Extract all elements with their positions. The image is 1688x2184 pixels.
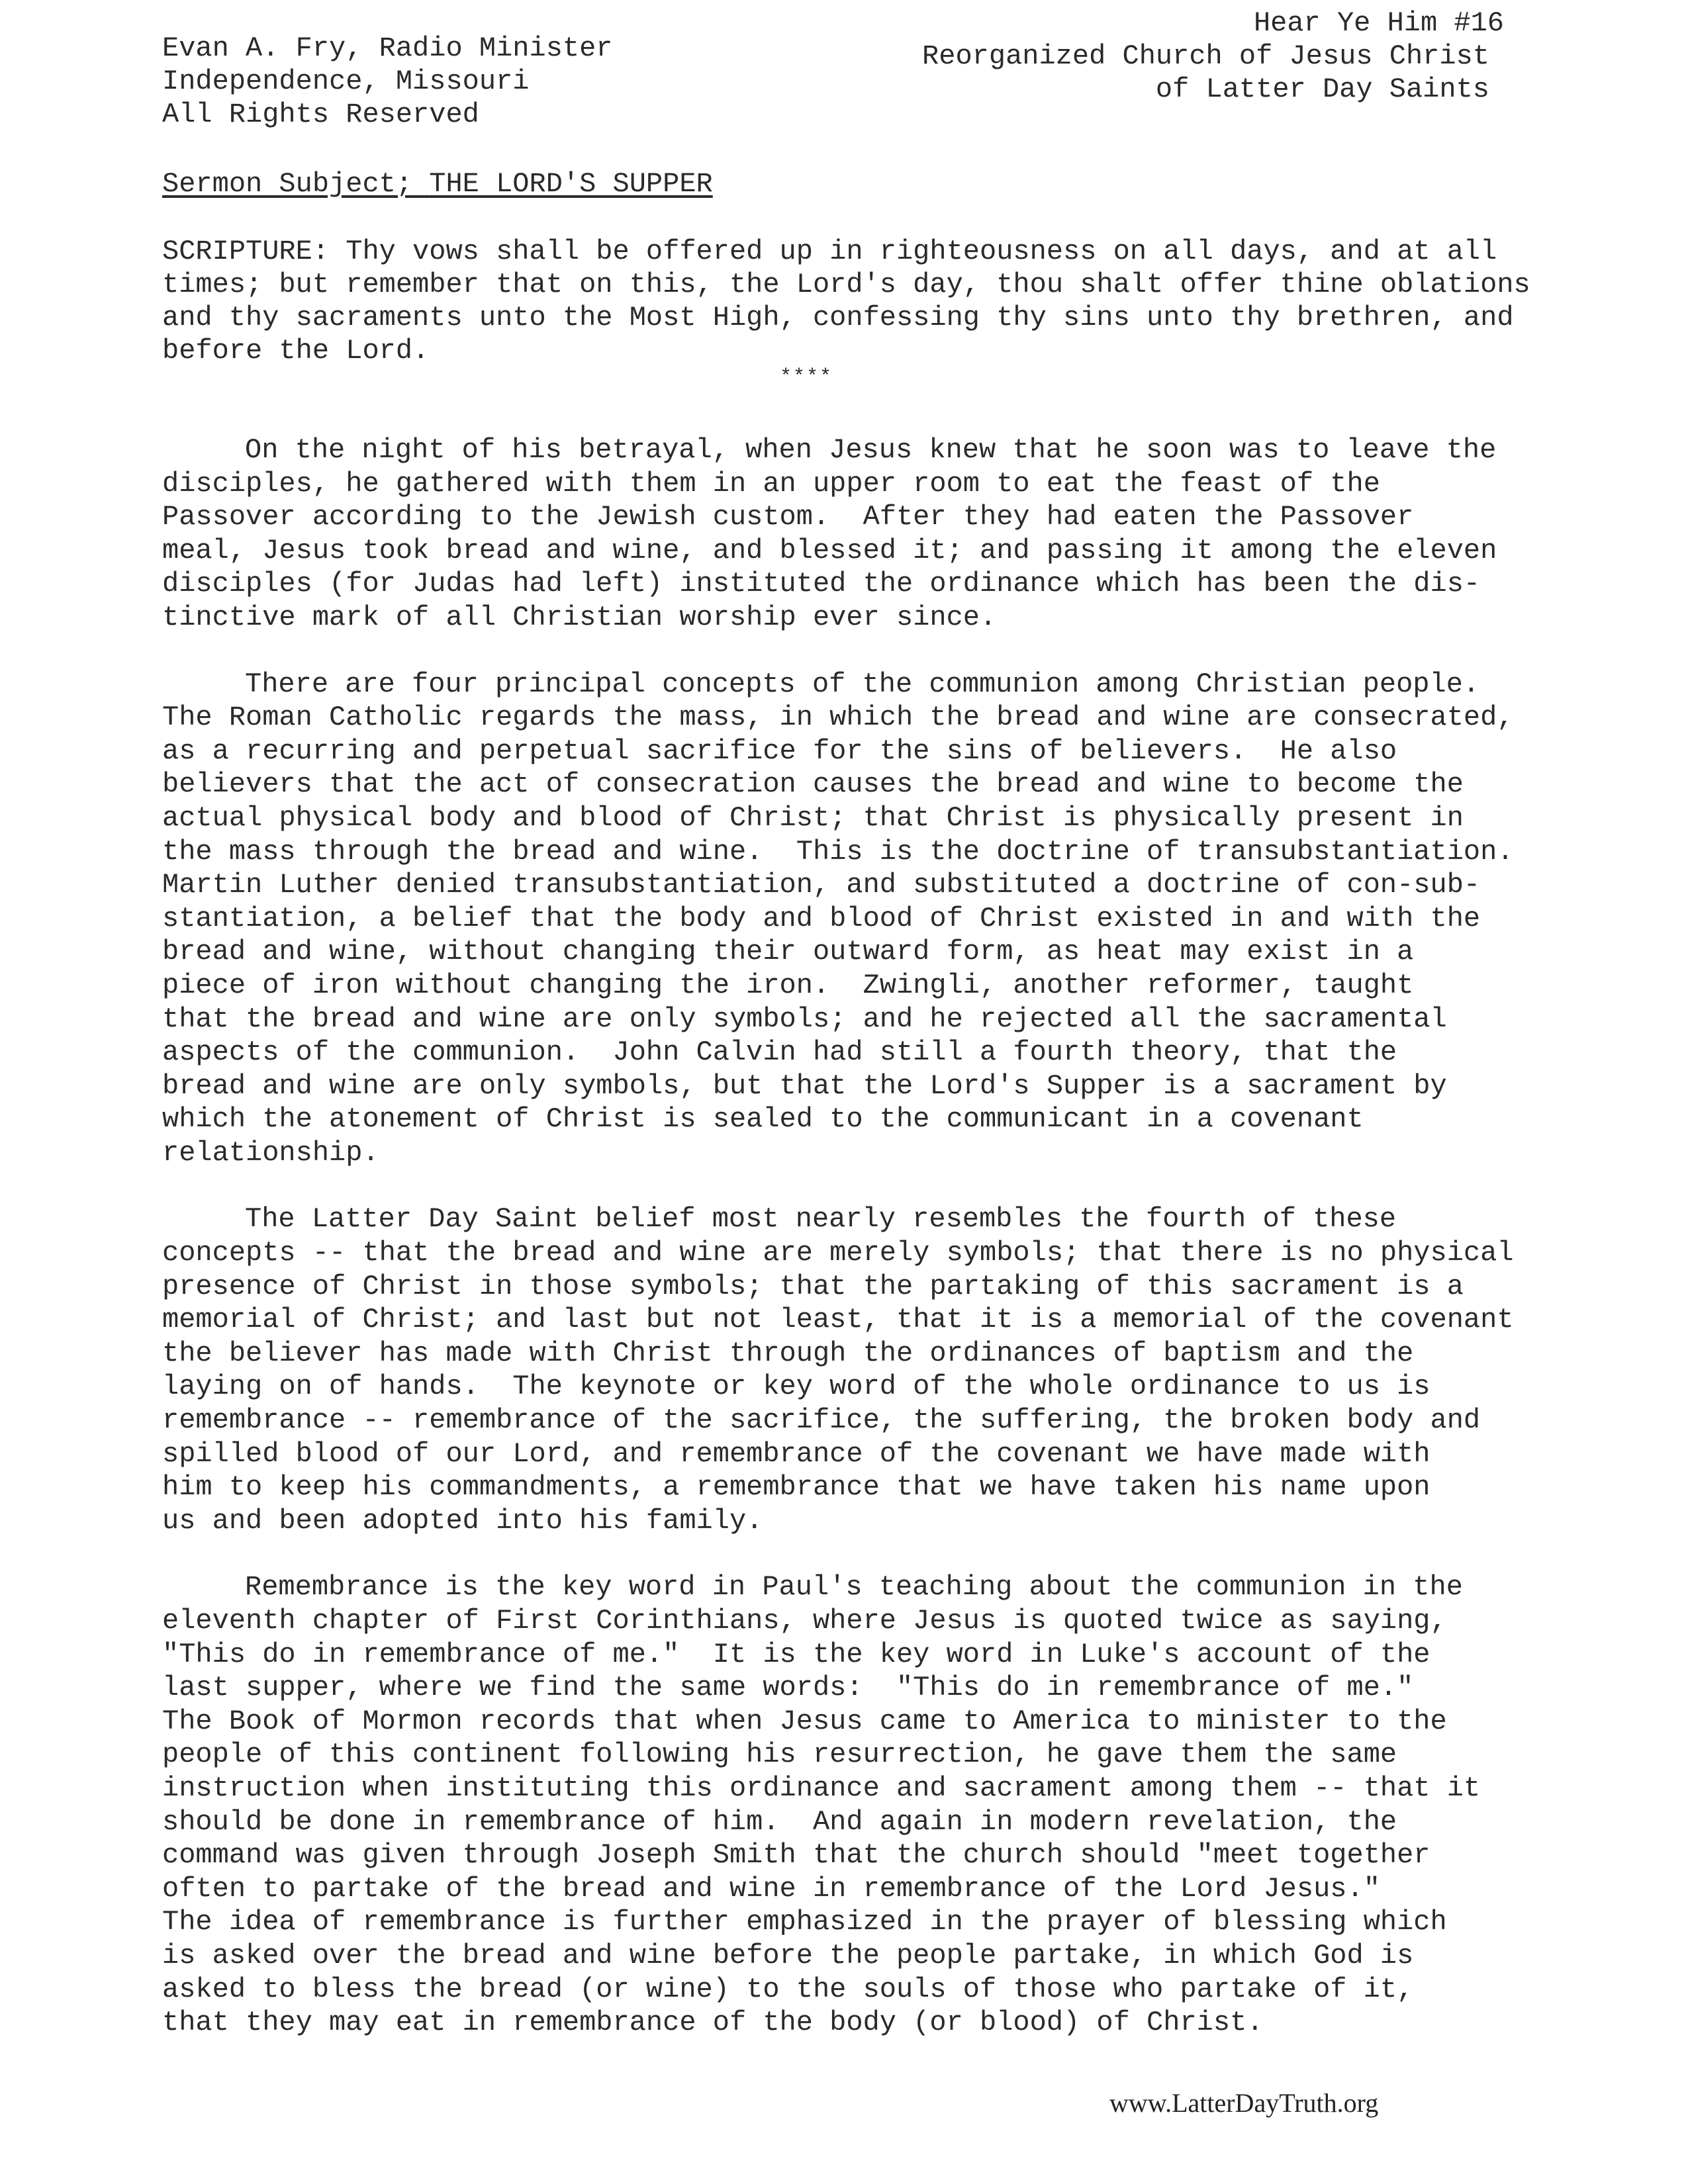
text-line: us and been adopted into his family. — [162, 1504, 763, 1537]
paragraph-4 — [162, 1570, 1539, 2039]
text-line: him to keep his commandments, a remembrance that we have taken his name upon — [162, 1471, 1430, 1504]
text-line: tinctive mark of all Christian worship ever since. — [162, 601, 997, 633]
paragraph-3 — [162, 1203, 1539, 1537]
text-line: memorial of Christ; and last but not least, that it is a memorial of the covenant — [162, 1304, 1514, 1336]
text-line: spilled blood of our Lord, and remembrance of the covenant we have made with — [162, 1437, 1430, 1470]
text-line: The Book of Mormon records that when Jesus came to America to minister to the — [162, 1705, 1447, 1737]
text-line: bread and wine are only symbols, but that the Lord's Supper is a sacrament by — [162, 1069, 1447, 1102]
text-line: remembrance -- remembrance of the sacrifice, the suffering, the broken body and — [162, 1404, 1481, 1437]
text-line: meal, Jesus took bread and wine, and blessed it; and passing it among the eleven — [162, 534, 1497, 567]
text-line: relationship. — [162, 1136, 379, 1169]
text-line: stantiation, a belief that the body and blood of Christ existed in and with the — [162, 902, 1481, 934]
text-line: The idea of remembrance is further emphasized in the prayer of blessing which — [162, 1906, 1447, 1938]
scripture-line: before the Lord. — [162, 335, 430, 367]
church-line-2: of Latter Day Saints — [1155, 73, 1489, 105]
text-line: should be done in remembrance of him. And again in modern revelation, the — [162, 1805, 1397, 1838]
text-line: The Latter Day Saint belief most nearly resembles the fourth of these — [245, 1203, 1397, 1236]
text-line: actual physical body and blood of Christ; that Christ is physically present in — [162, 801, 1464, 834]
church-line-1: Reorganized Church of Jesus Christ — [922, 40, 1489, 72]
scripture-line: and thy sacraments unto the Most High, confessing thy sins unto thy brethren, and — [162, 302, 1514, 334]
text-line: Remembrance is the key word in Paul's teaching about the communion in the — [245, 1571, 1463, 1604]
text-line: often to partake of the bread and wine in remembrance of the Lord Jesus." — [162, 1872, 1380, 1905]
text-line: last supper, where we find the same words: "This do in remembrance of me." — [162, 1672, 1414, 1704]
text-line: command was given through Joseph Smith that the church should "meet together — [162, 1839, 1430, 1872]
text-line: is asked over the bread and wine before the people partake, in which God is — [162, 1939, 1414, 1972]
website-link[interactable]: www.LatterDayTruth.org — [1109, 2088, 1379, 2118]
text-line: as a recurring and perpetual sacrifice for the sins of believers. He also — [162, 735, 1397, 767]
text-line: There are four principal concepts of the communion among Christian people. — [245, 668, 1480, 700]
church-block — [922, 7, 1504, 106]
subject-title: THE LORD'S SUPPER — [429, 168, 713, 200]
text-line: aspects of the communion. John Calvin had still a fourth theory, that the — [162, 1036, 1397, 1069]
text-line: bread and wine, without changing their outward form, as heat may exist in a — [162, 936, 1414, 968]
text-line: which the atonement of Christ is sealed to the communicant in a covenant — [162, 1103, 1364, 1136]
text-line: the mass through the bread and wine. This is the doctrine of transubstantiation. — [162, 835, 1514, 868]
paragraph-2 — [162, 668, 1539, 1170]
text-line: The Roman Catholic regards the mass, in which the bread and wine are consecrated, — [162, 702, 1514, 734]
text-line: Martin Luther denied transubstantiation, and substituted a doctrine of con-sub- — [162, 869, 1481, 901]
scripture-line: times; but remember that on this, the Lord's day, thou shalt offer thine oblations — [162, 269, 1530, 300]
text-line: people of this continent following his resurrection, he gave them the same — [162, 1739, 1397, 1771]
author-line: Evan A. Fry, Radio Minister — [162, 32, 613, 64]
sermon-number: Hear Ye Him #16 — [1253, 7, 1504, 39]
text-line: concepts -- that the bread and wine are merely symbols; that there is no physical — [162, 1237, 1514, 1269]
text-line: piece of iron without changing the iron. Zwingli, another reformer, taught — [162, 969, 1414, 1001]
text-line: On the night of his betrayal, when Jesus knew that he soon was to leave the — [245, 434, 1497, 466]
scripture-line: SCRIPTURE: Thy vows shall be offered up in righteousness on all days, and at all — [162, 236, 1497, 267]
text-line: Passover according to the Jewish custom. After they had eaten the Passover — [162, 501, 1414, 533]
text-line: "This do in remembrance of me." It is the key word in Luke's account of the — [162, 1638, 1430, 1670]
text-line: that the bread and wine are only symbols; and he rejected all the sacramental — [162, 1003, 1447, 1035]
sermon-body — [162, 433, 1539, 2073]
text-line: eleventh chapter of First Corinthians, where Jesus is quoted twice as saying, — [162, 1605, 1447, 1637]
paragraph-1 — [162, 433, 1539, 635]
author-block — [162, 32, 613, 131]
rights-line: All Rights Reserved — [162, 99, 479, 130]
text-line: instruction when instituting this ordinance and sacrament among them -- that it — [162, 1772, 1481, 1804]
text-line: laying on of hands. The keynote or key word of the whole ordinance to us is — [162, 1371, 1430, 1403]
text-line: disciples, he gathered with them in an upper room to eat the feast of the — [162, 467, 1380, 500]
section-divider: **** — [780, 366, 833, 388]
scripture-block — [162, 235, 1539, 367]
text-line: asked to bless the bread (or wine) to the souls of those who partake of it, — [162, 1973, 1414, 2005]
subject-label: Sermon Subject; — [162, 168, 430, 200]
text-line: the believer has made with Christ through the ordinances of baptism and the — [162, 1337, 1414, 1369]
sermon-subject — [162, 167, 713, 201]
text-line: disciples (for Judas had left) instituted the ordinance which has been the dis- — [162, 568, 1481, 600]
location-line: Independence, Missouri — [162, 66, 530, 97]
text-line: that they may eat in remembrance of the body (or blood) of Christ. — [162, 2007, 1264, 2039]
text-line: believers that the act of consecration causes the bread and wine to become the — [162, 768, 1464, 801]
text-line: presence of Christ in those symbols; that the partaking of this sacrament is a — [162, 1270, 1464, 1302]
